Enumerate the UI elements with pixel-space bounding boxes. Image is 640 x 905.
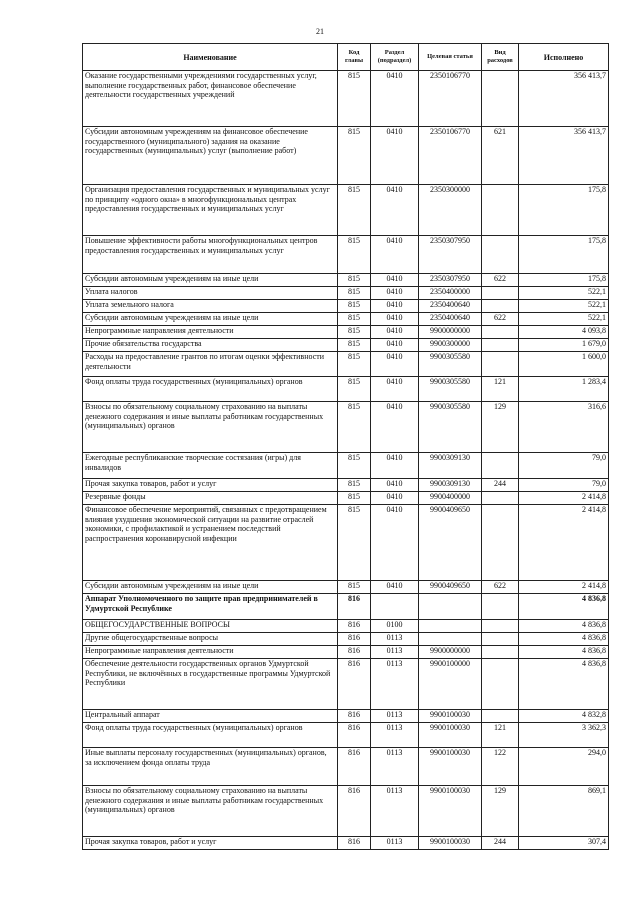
cell-section: 0100 (371, 620, 419, 633)
table-row (83, 453, 609, 479)
cell-code: 816 (338, 723, 371, 748)
cell-target: 9900100030 (419, 786, 482, 837)
cell-amount: 522,1 (519, 313, 609, 326)
cell-code: 815 (338, 479, 371, 492)
cell-kind (482, 71, 519, 127)
cell-code: 816 (338, 620, 371, 633)
cell-target: 9900100030 (419, 710, 482, 723)
cell-section: 0113 (371, 633, 419, 646)
cell-amount: 522,1 (519, 287, 609, 300)
cell-code: 815 (338, 505, 371, 581)
cell-target: 2350307950 (419, 236, 482, 274)
cell-target: 2350106770 (419, 71, 482, 127)
cell-amount: 294,0 (519, 748, 609, 786)
cell-amount: 175,8 (519, 274, 609, 287)
cell-amount: 3 362,3 (519, 723, 609, 748)
cell-name: Другие общегосударственные вопросы (83, 633, 338, 646)
table-row (83, 236, 609, 274)
cell-kind (482, 185, 519, 236)
cell-target: 9900300000 (419, 339, 482, 352)
cell-section: 0410 (371, 352, 419, 377)
cell-target: 2350307950 (419, 274, 482, 287)
budget-table (82, 43, 609, 850)
cell-section: 0113 (371, 748, 419, 786)
cell-amount: 4 836,8 (519, 659, 609, 710)
cell-section: 0410 (371, 287, 419, 300)
table-row (83, 313, 609, 326)
cell-section: 0410 (371, 479, 419, 492)
cell-name: Непрограммные направления деятельности (83, 646, 338, 659)
cell-code: 816 (338, 646, 371, 659)
cell-target: 9900409650 (419, 581, 482, 594)
table-row (83, 377, 609, 402)
cell-target: 9900000000 (419, 646, 482, 659)
cell-amount: 175,8 (519, 236, 609, 274)
cell-target: 9900305580 (419, 402, 482, 453)
cell-name: Аппарат Уполномоченного по защите прав предпринимателей в Удмуртской Республике (83, 594, 338, 620)
table-row (83, 71, 609, 127)
cell-target: 9900400000 (419, 492, 482, 505)
cell-amount: 522,1 (519, 300, 609, 313)
cell-amount: 316,6 (519, 402, 609, 453)
page-number: 21 (316, 27, 324, 36)
cell-name: Субсидии автономным учреждениям на финансовое обеспечение государственного (муниципального) задания на оказание государственных (муниципальных) услуг (выполнение работ) (83, 127, 338, 185)
table-row (83, 127, 609, 185)
cell-amount: 2 414,8 (519, 505, 609, 581)
table-row (83, 723, 609, 748)
cell-amount: 4 832,8 (519, 710, 609, 723)
cell-target (419, 594, 482, 620)
table-row (83, 300, 609, 313)
cell-kind (482, 236, 519, 274)
cell-name: Уплата налогов (83, 287, 338, 300)
cell-name: Взносы по обязательному социальному страхованию на выплаты денежного содержания и иные выплаты работникам государственных (муниципальных) органов (83, 786, 338, 837)
cell-code: 815 (338, 402, 371, 453)
cell-amount: 4 836,8 (519, 594, 609, 620)
cell-kind: 129 (482, 786, 519, 837)
table-row (83, 479, 609, 492)
table-row (83, 492, 609, 505)
cell-kind: 622 (482, 581, 519, 594)
cell-name: Обеспечение деятельности государственных органов Удмуртской Республики, не включённых в государственные программы Удмуртской Республики (83, 659, 338, 710)
table-row (83, 581, 609, 594)
cell-code: 815 (338, 581, 371, 594)
cell-section: 0410 (371, 402, 419, 453)
cell-section: 0410 (371, 300, 419, 313)
cell-amount: 4 093,8 (519, 326, 609, 339)
cell-kind: 244 (482, 479, 519, 492)
cell-kind: 129 (482, 402, 519, 453)
cell-name: Прочие обязательства государства (83, 339, 338, 352)
cell-kind (482, 492, 519, 505)
cell-amount: 1 600,0 (519, 352, 609, 377)
cell-kind: 121 (482, 377, 519, 402)
cell-code: 815 (338, 492, 371, 505)
header-name: Наименование (83, 44, 338, 71)
cell-target: 9900305580 (419, 377, 482, 402)
cell-code: 815 (338, 236, 371, 274)
table-row (83, 659, 609, 710)
cell-kind: 121 (482, 723, 519, 748)
cell-target: 2350300000 (419, 185, 482, 236)
cell-code: 815 (338, 326, 371, 339)
cell-section: 0113 (371, 786, 419, 837)
cell-name: Оказание государственными учреждениями государственных услуг, выполнение государственных работ, финансовое обеспечение деятельности государственных учреждений (83, 71, 338, 127)
cell-code: 816 (338, 748, 371, 786)
cell-name: Уплата земельного налога (83, 300, 338, 313)
cell-name: ОБЩЕГОСУДАРСТВЕННЫЕ ВОПРОСЫ (83, 620, 338, 633)
cell-kind: 244 (482, 837, 519, 850)
cell-section: 0113 (371, 710, 419, 723)
cell-code: 816 (338, 710, 371, 723)
table-row (83, 339, 609, 352)
cell-amount: 4 836,8 (519, 633, 609, 646)
cell-section: 0113 (371, 837, 419, 850)
cell-target (419, 620, 482, 633)
table-row (83, 505, 609, 581)
cell-code: 816 (338, 633, 371, 646)
cell-kind (482, 633, 519, 646)
cell-section: 0410 (371, 127, 419, 185)
cell-amount: 2 414,8 (519, 492, 609, 505)
cell-kind (482, 646, 519, 659)
cell-section: 0410 (371, 326, 419, 339)
cell-section: 0410 (371, 71, 419, 127)
header-executed: Исполнено (519, 44, 609, 71)
table-row (83, 646, 609, 659)
cell-kind (482, 659, 519, 710)
cell-section: 0410 (371, 236, 419, 274)
cell-target: 9900100030 (419, 837, 482, 850)
cell-amount: 175,8 (519, 185, 609, 236)
cell-code: 815 (338, 339, 371, 352)
cell-name: Непрограммные направления деятельности (83, 326, 338, 339)
cell-section: 0410 (371, 453, 419, 479)
cell-target: 9900309130 (419, 479, 482, 492)
cell-amount: 1 679,0 (519, 339, 609, 352)
cell-amount: 869,1 (519, 786, 609, 837)
cell-target: 9900100000 (419, 659, 482, 710)
table-row (83, 710, 609, 723)
cell-kind (482, 505, 519, 581)
cell-section: 0410 (371, 581, 419, 594)
table-row (83, 287, 609, 300)
table-row (83, 402, 609, 453)
cell-section: 0410 (371, 313, 419, 326)
cell-amount: 1 283,4 (519, 377, 609, 402)
cell-target: 2350400640 (419, 313, 482, 326)
cell-kind (482, 339, 519, 352)
cell-section: 0410 (371, 185, 419, 236)
cell-target: 9900305580 (419, 352, 482, 377)
table-row (83, 185, 609, 236)
cell-target: 9900000000 (419, 326, 482, 339)
cell-code: 815 (338, 453, 371, 479)
table-row (83, 326, 609, 339)
cell-kind (482, 453, 519, 479)
cell-section: 0410 (371, 339, 419, 352)
cell-name: Ежегодные республиканские творческие состязания (игры) для инвалидов (83, 453, 338, 479)
cell-kind: 622 (482, 274, 519, 287)
cell-name: Субсидии автономным учреждениям на иные цели (83, 313, 338, 326)
cell-code: 816 (338, 594, 371, 620)
cell-code: 816 (338, 786, 371, 837)
cell-target: 2350400640 (419, 300, 482, 313)
cell-kind (482, 326, 519, 339)
cell-kind (482, 300, 519, 313)
cell-target (419, 633, 482, 646)
cell-code: 815 (338, 377, 371, 402)
cell-kind: 122 (482, 748, 519, 786)
cell-kind: 621 (482, 127, 519, 185)
cell-amount: 356 413,7 (519, 127, 609, 185)
cell-amount: 4 836,8 (519, 646, 609, 659)
cell-section: 0410 (371, 505, 419, 581)
header-target: Целевая статья (419, 44, 482, 71)
cell-code: 815 (338, 127, 371, 185)
cell-name: Прочая закупка товаров, работ и услуг (83, 479, 338, 492)
cell-target: 2350400000 (419, 287, 482, 300)
cell-name: Прочая закупка товаров, работ и услуг (83, 837, 338, 850)
cell-amount: 2 414,8 (519, 581, 609, 594)
table-row (83, 837, 609, 850)
cell-name: Фонд оплаты труда государственных (муниципальных) органов (83, 723, 338, 748)
cell-name: Финансовое обеспечение мероприятий, связанных с предотвращением влияния ухудшения экономической ситуации на развитие отраслей экономики, с профилактикой и устранением последствий распространения коронавирусной инфекции (83, 505, 338, 581)
cell-name: Субсидии автономным учреждениям на иные цели (83, 274, 338, 287)
cell-target: 9900100030 (419, 723, 482, 748)
cell-target: 2350106770 (419, 127, 482, 185)
cell-name: Взносы по обязательному социальному страхованию на выплаты денежного содержания и иные выплаты работникам государственных (муниципальных) органов (83, 402, 338, 453)
cell-code: 815 (338, 185, 371, 236)
cell-kind (482, 287, 519, 300)
header-section: Раздел (подраздел) (371, 44, 419, 71)
cell-amount: 79,0 (519, 479, 609, 492)
cell-name: Иные выплаты персоналу государственных (муниципальных) органов, за исключением фонда оплаты труда (83, 748, 338, 786)
header-kind: Вид расходов (482, 44, 519, 71)
cell-code: 815 (338, 300, 371, 313)
cell-name: Организация предоставления государственных и муниципальных услуг по принципу «одного окна» в многофункциональных центрах предоставления государственных и муниципальных услуг (83, 185, 338, 236)
cell-code: 815 (338, 71, 371, 127)
cell-name: Повышение эффективности работы многофункциональных центров предоставления государственных и муниципальных услуг (83, 236, 338, 274)
cell-code: 815 (338, 352, 371, 377)
cell-kind (482, 620, 519, 633)
table-row (83, 352, 609, 377)
cell-name: Расходы на предоставление грантов по итогам оценки эффективности деятельности (83, 352, 338, 377)
cell-kind: 622 (482, 313, 519, 326)
table-row (83, 633, 609, 646)
cell-section: 0410 (371, 274, 419, 287)
cell-name: Центральный аппарат (83, 710, 338, 723)
table-row (83, 786, 609, 837)
cell-code: 815 (338, 313, 371, 326)
cell-section (371, 594, 419, 620)
cell-section: 0113 (371, 659, 419, 710)
cell-name: Резервные фонды (83, 492, 338, 505)
cell-target: 9900409650 (419, 505, 482, 581)
cell-section: 0113 (371, 723, 419, 748)
table-row (83, 274, 609, 287)
cell-name: Фонд оплаты труда государственных (муниципальных) органов (83, 377, 338, 402)
cell-amount: 79,0 (519, 453, 609, 479)
cell-target: 9900100030 (419, 748, 482, 786)
cell-section: 0410 (371, 377, 419, 402)
cell-code: 816 (338, 659, 371, 710)
cell-amount: 356 413,7 (519, 71, 609, 127)
cell-name: Субсидии автономным учреждениям на иные цели (83, 581, 338, 594)
cell-kind (482, 594, 519, 620)
cell-code: 815 (338, 287, 371, 300)
cell-code: 815 (338, 274, 371, 287)
cell-amount: 4 836,8 (519, 620, 609, 633)
cell-kind (482, 352, 519, 377)
cell-target: 9900309130 (419, 453, 482, 479)
cell-section: 0410 (371, 492, 419, 505)
cell-amount: 307,4 (519, 837, 609, 850)
header-code: Код главы (338, 44, 371, 71)
table-row (83, 594, 609, 620)
cell-code: 816 (338, 837, 371, 850)
table-row (83, 748, 609, 786)
cell-kind (482, 710, 519, 723)
cell-section: 0113 (371, 646, 419, 659)
table-row (83, 620, 609, 633)
